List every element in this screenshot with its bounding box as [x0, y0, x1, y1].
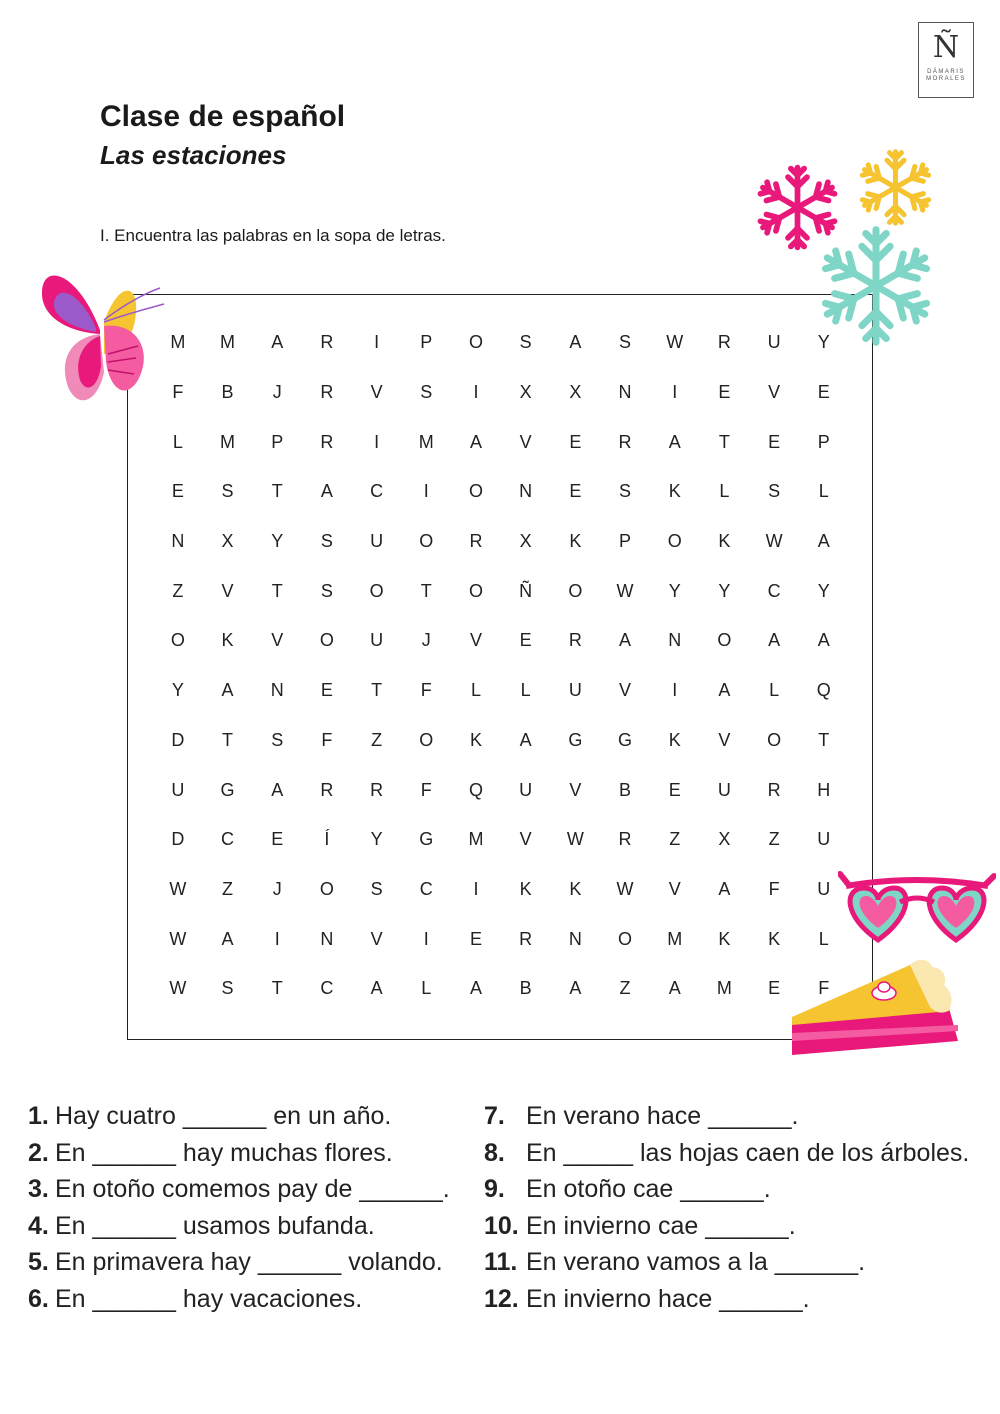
- sunglasses-icon: [838, 866, 996, 948]
- question-text: En otoño comemos pay de ______.: [55, 1175, 450, 1204]
- question-item: [28, 1135, 450, 1172]
- grid-letter[interactable]: U: [171, 779, 185, 800]
- grid-letter[interactable]: A: [221, 680, 234, 701]
- grid-letter[interactable]: I: [274, 928, 280, 949]
- grid-letter[interactable]: R: [469, 531, 483, 552]
- question-item: [28, 1281, 450, 1318]
- grid-letter[interactable]: W: [169, 928, 187, 949]
- grid-letter[interactable]: M: [716, 978, 732, 999]
- question-number: 9.: [484, 1175, 505, 1204]
- grid-letter[interactable]: A: [271, 332, 284, 353]
- grid-letter[interactable]: T: [271, 481, 283, 502]
- grid-letter[interactable]: Ñ: [519, 580, 533, 601]
- grid-letter[interactable]: S: [420, 382, 433, 403]
- grid-letter[interactable]: N: [618, 382, 632, 403]
- grid-letter[interactable]: O: [767, 729, 782, 750]
- grid-letter[interactable]: L: [719, 481, 730, 502]
- grid-letter[interactable]: S: [271, 729, 284, 750]
- grid-letter[interactable]: L: [818, 928, 829, 949]
- grid-letter[interactable]: R: [320, 779, 334, 800]
- grid-letter[interactable]: X: [221, 531, 234, 552]
- grid-letter[interactable]: X: [519, 531, 532, 552]
- grid-letter[interactable]: L: [470, 680, 481, 701]
- page-title: Clase de español: [100, 100, 346, 133]
- grid-letter[interactable]: N: [668, 630, 682, 651]
- grid-letter[interactable]: O: [468, 481, 483, 502]
- grid-letter[interactable]: R: [618, 431, 632, 452]
- grid-letter[interactable]: I: [374, 431, 380, 452]
- word-search-grid: [153, 318, 849, 1014]
- grid-letter[interactable]: M: [418, 431, 434, 452]
- grid-letter[interactable]: Y: [668, 580, 681, 601]
- grid-letter[interactable]: S: [221, 481, 234, 502]
- grid-letter[interactable]: X: [519, 382, 532, 403]
- grid-letter[interactable]: O: [369, 580, 384, 601]
- grid-letter[interactable]: B: [221, 382, 234, 403]
- grid-letter[interactable]: R: [717, 332, 731, 353]
- question-number: 6.: [28, 1284, 49, 1313]
- questions-left-column: [28, 1098, 450, 1318]
- grid-letter[interactable]: W: [666, 332, 684, 353]
- grid-letter[interactable]: K: [668, 729, 681, 750]
- question-number: 11.: [484, 1248, 518, 1277]
- grid-letter[interactable]: Y: [718, 580, 731, 601]
- grid-letter[interactable]: Z: [669, 829, 681, 850]
- grid-letter[interactable]: T: [222, 729, 234, 750]
- grid-letter[interactable]: A: [519, 729, 532, 750]
- grid-letter[interactable]: P: [619, 531, 632, 552]
- logo-letter: Ñ: [932, 30, 960, 65]
- grid-letter[interactable]: G: [419, 829, 434, 850]
- grid-letter[interactable]: A: [718, 680, 731, 701]
- grid-letter[interactable]: W: [566, 829, 584, 850]
- grid-letter[interactable]: K: [569, 531, 582, 552]
- grid-letter[interactable]: L: [172, 431, 183, 452]
- author-logo: [918, 22, 974, 98]
- grid-letter[interactable]: C: [320, 978, 334, 999]
- logo-name-line2: MORALES: [926, 76, 966, 83]
- grid-letter[interactable]: F: [172, 382, 184, 403]
- grid-letter[interactable]: W: [616, 878, 634, 899]
- grid-letter[interactable]: A: [370, 978, 383, 999]
- grid-letter[interactable]: V: [221, 580, 234, 601]
- grid-letter[interactable]: F: [768, 878, 780, 899]
- grid-letter[interactable]: P: [817, 431, 830, 452]
- grid-letter[interactable]: U: [717, 779, 731, 800]
- grid-letter[interactable]: L: [520, 680, 531, 701]
- question-item: [484, 1098, 969, 1135]
- grid-letter[interactable]: O: [419, 729, 434, 750]
- grid-letter[interactable]: T: [818, 729, 830, 750]
- grid-letter[interactable]: U: [370, 531, 384, 552]
- grid-letter[interactable]: O: [468, 332, 483, 353]
- question-text: En ______ hay vacaciones.: [55, 1284, 363, 1313]
- grid-letter[interactable]: Y: [271, 531, 284, 552]
- grid-letter[interactable]: X: [718, 829, 731, 850]
- question-number: 5.: [28, 1248, 49, 1277]
- grid-letter[interactable]: R: [320, 332, 334, 353]
- question-text: En invierno hace ______.: [526, 1284, 810, 1313]
- question-item: [484, 1244, 969, 1281]
- grid-letter[interactable]: B: [619, 779, 632, 800]
- grid-letter[interactable]: Í: [324, 829, 330, 850]
- grid-letter[interactable]: N: [320, 928, 334, 949]
- grid-letter[interactable]: R: [568, 630, 582, 651]
- grid-letter[interactable]: O: [319, 630, 334, 651]
- grid-letter[interactable]: U: [519, 779, 533, 800]
- grid-letter[interactable]: A: [271, 779, 284, 800]
- grid-letter[interactable]: Q: [816, 680, 831, 701]
- grid-letter[interactable]: R: [519, 928, 533, 949]
- grid-letter[interactable]: V: [370, 382, 383, 403]
- grid-letter[interactable]: A: [668, 978, 681, 999]
- grid-letter[interactable]: M: [220, 431, 236, 452]
- question-text: En verano hace ______.: [526, 1102, 799, 1130]
- question-item: [28, 1208, 450, 1245]
- grid-letter[interactable]: A: [668, 431, 681, 452]
- grid-letter[interactable]: L: [421, 978, 432, 999]
- grid-letter[interactable]: G: [220, 779, 235, 800]
- grid-letter[interactable]: F: [321, 729, 333, 750]
- question-text: En ______ usamos bufanda.: [55, 1211, 375, 1240]
- grid-letter[interactable]: Z: [619, 978, 631, 999]
- grid-letter[interactable]: Z: [172, 580, 184, 601]
- grid-letter[interactable]: O: [419, 531, 434, 552]
- grid-letter[interactable]: A: [768, 630, 781, 651]
- question-number: 4.: [28, 1211, 49, 1240]
- grid-letter[interactable]: J: [421, 630, 431, 651]
- grid-letter[interactable]: N: [519, 481, 533, 502]
- grid-letter[interactable]: U: [568, 680, 582, 701]
- grid-letter[interactable]: E: [569, 481, 582, 502]
- snowflake-icon: [853, 145, 938, 230]
- question-text: En _____ las hojas caen de los árboles.: [526, 1138, 970, 1167]
- grid-letter[interactable]: O: [568, 580, 583, 601]
- question-number: 12.: [484, 1284, 519, 1313]
- grid-letter[interactable]: O: [717, 630, 732, 651]
- question-number: 2.: [28, 1138, 49, 1167]
- question-number: 7.: [484, 1102, 505, 1130]
- grid-letter[interactable]: Q: [468, 779, 483, 800]
- grid-letter[interactable]: Y: [817, 580, 830, 601]
- grid-letter[interactable]: A: [817, 630, 830, 651]
- questions-right-column: [484, 1098, 969, 1318]
- grid-letter[interactable]: D: [171, 829, 185, 850]
- grid-letter[interactable]: M: [220, 332, 236, 353]
- grid-letter[interactable]: E: [768, 431, 781, 452]
- question-text: En primavera hay ______ volando.: [55, 1248, 443, 1277]
- snowflake-icon: [812, 222, 940, 350]
- question-text: En otoño cae ______.: [526, 1175, 771, 1204]
- grid-letter[interactable]: A: [469, 431, 482, 452]
- grid-letter[interactable]: Y: [817, 332, 830, 353]
- grid-letter[interactable]: R: [618, 829, 632, 850]
- grid-letter[interactable]: I: [423, 481, 429, 502]
- grid-letter[interactable]: K: [519, 878, 532, 899]
- grid-letter[interactable]: I: [423, 928, 429, 949]
- grid-letter[interactable]: P: [271, 431, 284, 452]
- instruction-text: I. Encuentra las palabras en la sopa de letras.: [100, 226, 446, 245]
- grid-letter[interactable]: A: [619, 630, 632, 651]
- grid-letter[interactable]: L: [818, 481, 829, 502]
- grid-letter[interactable]: G: [618, 729, 633, 750]
- grid-letter[interactable]: K: [718, 928, 731, 949]
- grid-letter[interactable]: V: [569, 779, 582, 800]
- butterfly-icon: [38, 262, 168, 412]
- grid-letter[interactable]: Z: [768, 829, 780, 850]
- grid-letter[interactable]: E: [718, 382, 731, 403]
- grid-letter[interactable]: I: [374, 332, 380, 353]
- pie-slice-icon: [790, 955, 965, 1080]
- question-number: 8.: [484, 1138, 505, 1167]
- grid-letter[interactable]: S: [619, 481, 632, 502]
- grid-letter[interactable]: A: [469, 978, 482, 999]
- grid-letter[interactable]: A: [569, 978, 582, 999]
- question-item: [28, 1171, 450, 1208]
- grid-letter[interactable]: C: [221, 829, 235, 850]
- grid-letter[interactable]: K: [718, 531, 731, 552]
- grid-letter[interactable]: E: [768, 978, 781, 999]
- question-text: En invierno cae ______.: [526, 1211, 796, 1240]
- grid-letter[interactable]: F: [420, 680, 432, 701]
- grid-letter[interactable]: S: [320, 580, 333, 601]
- grid-letter[interactable]: T: [271, 978, 283, 999]
- question-text: Hay cuatro ______ en un año.: [55, 1102, 392, 1130]
- grid-letter[interactable]: V: [718, 729, 731, 750]
- grid-letter[interactable]: S: [320, 531, 333, 552]
- grid-letter[interactable]: D: [171, 729, 185, 750]
- grid-letter[interactable]: T: [420, 580, 432, 601]
- grid-letter[interactable]: I: [672, 680, 678, 701]
- grid-letter[interactable]: E: [171, 481, 184, 502]
- grid-letter[interactable]: C: [419, 878, 433, 899]
- grid-letter[interactable]: E: [519, 630, 532, 651]
- grid-letter[interactable]: A: [718, 878, 731, 899]
- grid-letter[interactable]: V: [668, 878, 681, 899]
- grid-letter[interactable]: F: [818, 978, 830, 999]
- grid-letter[interactable]: I: [473, 382, 479, 403]
- grid-letter[interactable]: Y: [370, 829, 383, 850]
- grid-letter[interactable]: C: [370, 481, 384, 502]
- grid-letter[interactable]: X: [569, 382, 582, 403]
- grid-letter[interactable]: I: [672, 382, 678, 403]
- grid-letter[interactable]: B: [519, 978, 532, 999]
- question-item: [28, 1098, 450, 1135]
- grid-letter[interactable]: T: [271, 580, 283, 601]
- grid-letter[interactable]: O: [667, 531, 682, 552]
- grid-letter[interactable]: V: [370, 928, 383, 949]
- question-item: [28, 1244, 450, 1281]
- grid-letter[interactable]: O: [170, 630, 185, 651]
- question-text: En verano vamos a la ______.: [526, 1248, 866, 1277]
- grid-letter[interactable]: N: [568, 928, 582, 949]
- grid-letter[interactable]: G: [568, 729, 583, 750]
- grid-letter[interactable]: K: [469, 729, 482, 750]
- grid-letter[interactable]: V: [519, 431, 532, 452]
- grid-letter[interactable]: K: [768, 928, 781, 949]
- grid-letter[interactable]: V: [469, 630, 482, 651]
- grid-letter[interactable]: M: [170, 332, 186, 353]
- grid-letter[interactable]: V: [271, 630, 284, 651]
- question-item: [484, 1171, 969, 1208]
- grid-letter[interactable]: R: [320, 382, 334, 403]
- grid-letter[interactable]: A: [221, 928, 234, 949]
- grid-letter[interactable]: Z: [371, 729, 383, 750]
- grid-letter[interactable]: R: [370, 779, 384, 800]
- question-item: [484, 1281, 969, 1318]
- grid-letter[interactable]: I: [473, 878, 479, 899]
- grid-letter[interactable]: V: [768, 382, 781, 403]
- question-item: [484, 1135, 969, 1172]
- grid-letter[interactable]: U: [370, 630, 384, 651]
- grid-letter[interactable]: F: [420, 779, 432, 800]
- question-number: 1.: [28, 1102, 49, 1130]
- grid-letter[interactable]: W: [765, 531, 783, 552]
- grid-letter[interactable]: E: [668, 779, 681, 800]
- grid-letter[interactable]: T: [371, 680, 383, 701]
- grid-letter[interactable]: N: [270, 680, 284, 701]
- grid-letter[interactable]: R: [767, 779, 781, 800]
- grid-letter[interactable]: L: [769, 680, 780, 701]
- grid-letter[interactable]: U: [767, 332, 781, 353]
- grid-letter[interactable]: E: [271, 829, 284, 850]
- grid-letter[interactable]: A: [817, 531, 830, 552]
- grid-letter[interactable]: N: [171, 531, 185, 552]
- grid-letter[interactable]: K: [569, 878, 582, 899]
- grid-letter[interactable]: J: [272, 878, 282, 899]
- grid-letter[interactable]: A: [320, 481, 333, 502]
- grid-letter[interactable]: W: [169, 978, 187, 999]
- grid-letter[interactable]: R: [320, 431, 334, 452]
- grid-letter[interactable]: O: [468, 580, 483, 601]
- question-number: 10.: [484, 1211, 519, 1240]
- grid-letter[interactable]: O: [618, 928, 633, 949]
- question-item: [484, 1208, 969, 1245]
- grid-letter[interactable]: S: [768, 481, 781, 502]
- grid-letter[interactable]: E: [469, 928, 482, 949]
- grid-letter[interactable]: K: [221, 630, 234, 651]
- grid-letter[interactable]: M: [468, 829, 484, 850]
- grid-letter[interactable]: V: [619, 680, 632, 701]
- page-subtitle: Las estaciones: [100, 140, 287, 170]
- grid-letter[interactable]: U: [817, 829, 831, 850]
- grid-letter[interactable]: E: [817, 382, 830, 403]
- grid-letter[interactable]: A: [569, 332, 582, 353]
- question-number: 3.: [28, 1175, 49, 1204]
- grid-letter[interactable]: S: [519, 332, 532, 353]
- grid-letter[interactable]: K: [668, 481, 681, 502]
- grid-letter[interactable]: S: [619, 332, 632, 353]
- grid-letter[interactable]: S: [221, 978, 234, 999]
- grid-letter[interactable]: E: [569, 431, 582, 452]
- grid-letter[interactable]: H: [817, 779, 831, 800]
- grid-letter[interactable]: E: [320, 680, 333, 701]
- grid-letter[interactable]: W: [616, 580, 634, 601]
- grid-letter[interactable]: J: [272, 382, 282, 403]
- grid-letter[interactable]: W: [169, 878, 187, 899]
- grid-letter[interactable]: M: [667, 928, 683, 949]
- grid-letter[interactable]: U: [817, 878, 831, 899]
- grid-letter[interactable]: C: [767, 580, 781, 601]
- grid-letter[interactable]: P: [420, 332, 433, 353]
- question-text: En ______ hay muchas flores.: [55, 1138, 393, 1167]
- grid-letter[interactable]: V: [519, 829, 532, 850]
- grid-letter[interactable]: T: [718, 431, 730, 452]
- grid-letter[interactable]: Z: [222, 878, 234, 899]
- logo-name-line1: DÁMARIS: [927, 69, 965, 75]
- grid-letter[interactable]: S: [370, 878, 383, 899]
- grid-letter[interactable]: Y: [171, 680, 184, 701]
- grid-letter[interactable]: O: [319, 878, 334, 899]
